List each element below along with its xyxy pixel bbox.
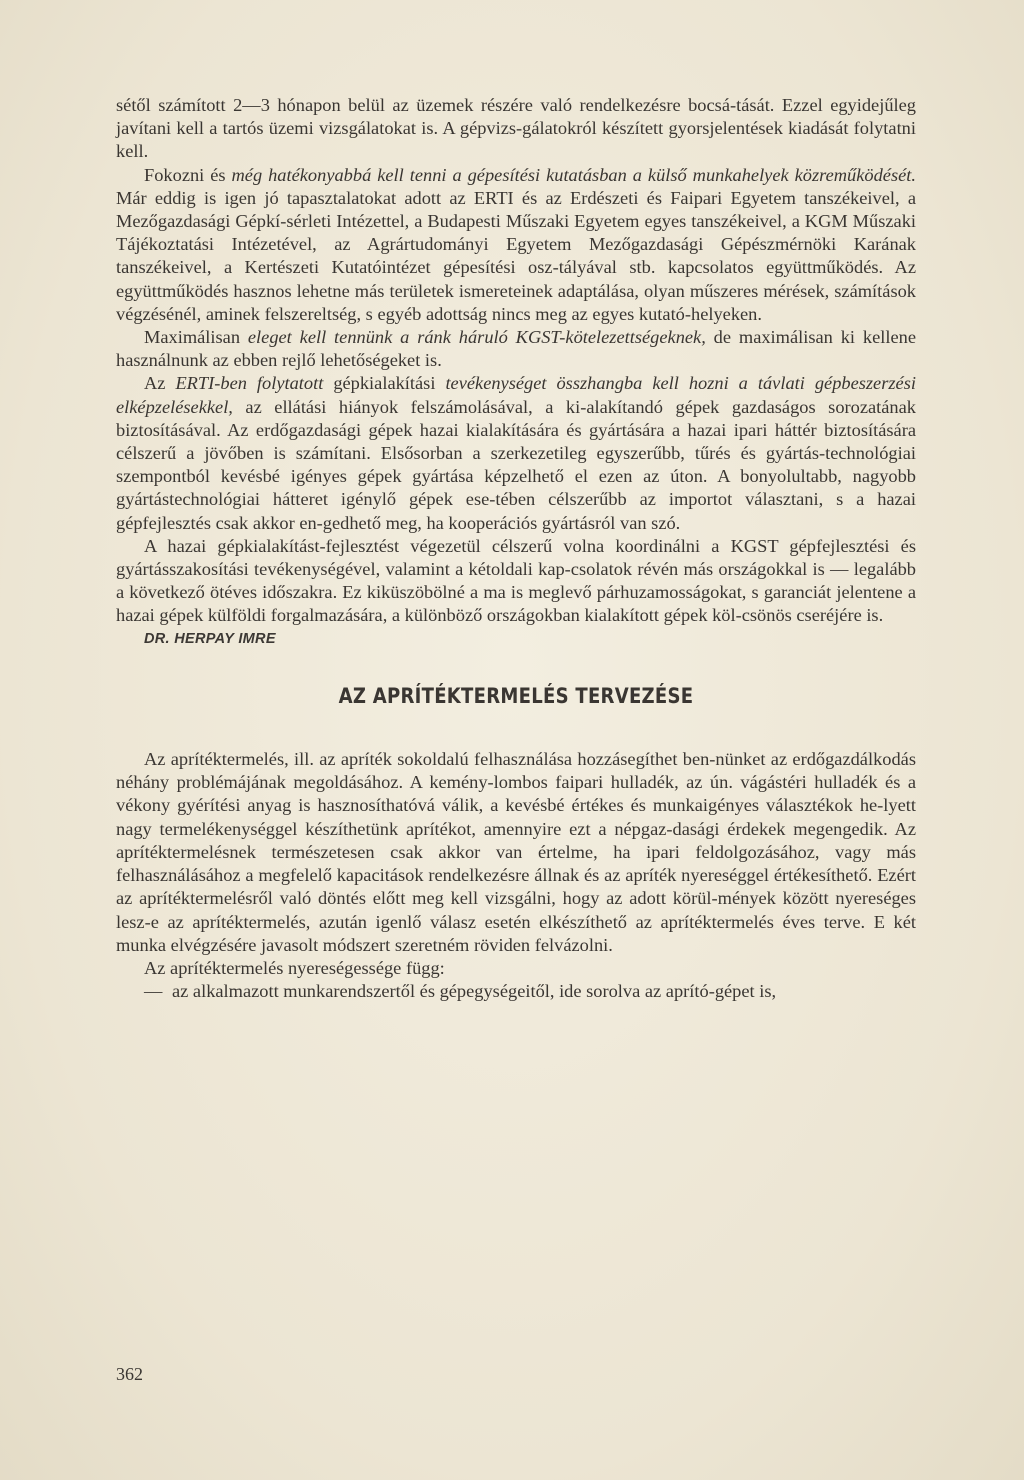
text-run: az ellátási hiányok felszámolásával, a ki-alakítandó gépek gazdaságos sorozatának biztosításával. Az erdőgazdasági gépek hazai kialakítására és gyártására a hazai ipari háttér biztosítására célszerű a jövőben is számítani. Elsősorban a szerkezetileg egyszerűbb, tűrés és gyártás-technológiai szempontból kevésbé igényes gépek gyártása képzelhető el ezen az úton. A bonyolultabb, nagyobb gyártástechnológiai hátteret igénylő gépek ese-tében célszerűbb az importot választani, s a hazai gépfejlesztés csak akkor en-gedhető meg, ha kooperációs gyártásról van szó. (116, 396, 916, 533)
emphasis-run: ERTI-ben folytatott (175, 373, 324, 394)
page-number: 362 (116, 1364, 143, 1384)
paragraph-profitability-lead: Az aprítéktermelés nyereségessége függ: (144, 957, 445, 978)
emphasis-run: még hatékonyabbá kell tenni a gépesítési kutatásban a külső munkahelyek közreműködését. (231, 164, 916, 185)
emphasis-run: eleget kell tennünk a ránk háruló KGST-kötelezettségeknek, (247, 327, 706, 348)
paragraph-kgst-obligations (116, 326, 916, 372)
text-run: Az (144, 373, 176, 394)
list-item (116, 980, 916, 1003)
paragraph-intro: Az aprítéktermelés, ill. az apríték sokoldalú felhasználása hozzásegíthet ben-nünket az erdőgazdálkodás néhány problémájának megoldásához. A kemény-lombos faipari hulladék, az ún. vágástéri hulladék és a vékony gyérítési anyag is hasznosíthatóvá válik, a kevésbé értékes és munkaigényes választékok he-lyett nagy termelékenységgel készíthetünk aprítékot, amennyire ezt a népgaz-dasági érdekek megengedik. Az aprítéktermelésnek természetesen csak akkor van értelme, ha ipari feldolgozásához, vagy más felhasználásához a megfelelő kapacitások rendelkezésre állnak és az apríték nyereséggel értékesíthető. Ezért az aprítéktermelésről való döntés előtt meg kell vizsgálni, hogy az adott körül-mények között nyereséges lesz-e az aprítéktermelés, azután igenlő válasz esetén elkészíthető az aprítéktermelés éves terve. E két munka elvégzésére javasolt módszert szeretném röviden felvázolni. (116, 749, 916, 955)
text-run: Már eddig is igen jó tapasztalatokat adott az ERTI és az Erdészeti és Faipari Egyetem tanszékeivel, a Mezőgazdasági Gépkí-sérleti Intézettel, a Budapesti Műszaki Egyetem egyes tanszékeivel, a KGM Műszaki Tájékoztatási Intézetével, az Agrártudományi Egyetem Mezőgazdasági Gépészmérnöki Karának tanszékeivel, a Kertészeti Kutatóintézet gépesítési osz-tályával stb. kapcsolatos együttműködés. Az együttműködés hasznos lehetne más területek ismereteinek adaptálása, olyan műszeres mérések, számítások végzésénél, aminek felszereltség, s egyéb adottság nincs meg az egyes kutató-helyeken. (116, 187, 916, 324)
paragraph-research-cooperation (116, 164, 916, 326)
text-run: de maximálisan ki kellene használnunk az ebben rejlő lehetőségeket is. (116, 327, 916, 371)
paragraph-continuation: sétől számított 2—3 hónapon belül az üzemek részére való rendelkezésre bocsá-tását. Ezzel egyidejűleg javítani kell a tartós üzemi vizsgálatokat is. A gépvizs-gálatokról készített gyorsjelentések kiadását folytatni kell. (116, 95, 916, 162)
text-run: gépkialakítási (323, 373, 446, 394)
emphasis-run: tevékenységet összhangba kell hozni a távlati gépbeszerzési elképzelésekkel, (116, 373, 916, 417)
article-title: AZ APRÍTÉKTERMELÉS TERVEZÉSE (338, 683, 694, 708)
paragraph-erti-machine-design (116, 372, 916, 534)
dash-bullet: — (144, 981, 163, 1002)
paragraph-coordination: A hazai gépkialakítást-fejlesztést végezetül célszerű volna koordinálni a KGST gépfejlesztési és gyártásszakosítási tevékenységével, valamint a kétoldali kap-csolatok révén más országokkal is — legalább a következő ötéves időszakra. Ez kiküszöbölné a ma is meglevő párhuzamosságokat, s garanciát jelentene a hazai gépek külföldi forgalmazására, a különböző országokban kialakított gépek köl-csönös cseréjére is. (116, 535, 916, 626)
list-item-text: az alkalmazott munkarendszertől és gépegységeitől, ide sorolva az aprító-gépet is, (172, 981, 777, 1002)
text-column (116, 94, 916, 1003)
text-run: Maximálisan (144, 327, 248, 348)
article-author: DR. HERPAY IMRE (144, 630, 276, 647)
text-run: Fokozni és (144, 164, 232, 185)
